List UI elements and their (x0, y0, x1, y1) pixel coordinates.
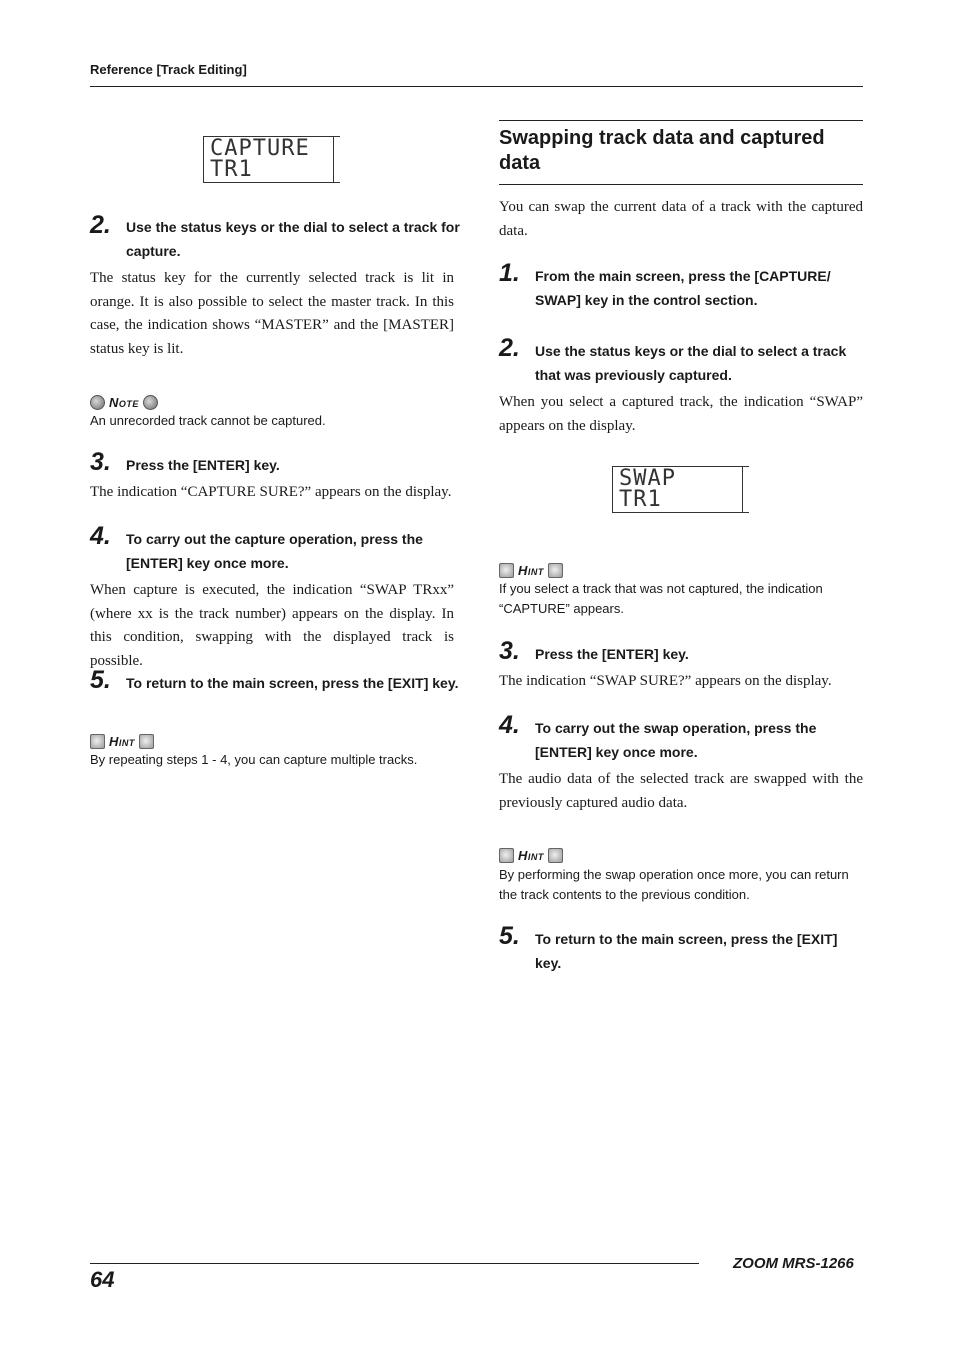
step-instruction: To return to the main screen, press the [EXIT] key. (126, 675, 459, 691)
footer-rule (90, 1263, 699, 1264)
step-instruction: To return to the main screen, press the [EXIT] key. (535, 931, 838, 971)
hint-bullet-icon (139, 734, 154, 749)
lcd-frame-edge (742, 466, 743, 513)
section-rule-bottom (499, 184, 863, 185)
step-number: 3. (90, 448, 111, 476)
step-number: 3. (499, 637, 520, 665)
step-instruction: From the main screen, press the [CAPTURE/ SWAP] key in the control section. (535, 268, 831, 308)
step-instruction: Press the [ENTER] key. (535, 646, 689, 662)
product-name: ZOOM MRS-1266 (733, 1255, 854, 1272)
running-header: Reference [Track Editing] (90, 62, 247, 77)
body-paragraph: When you select a captured track, the indication “SWAP” appears on the display. (499, 394, 863, 434)
hint-tag (499, 561, 563, 579)
note-label: Note (109, 394, 139, 410)
lcd-frame-edge (333, 136, 334, 183)
hint-bullet-icon (499, 848, 514, 863)
hint-text: By repeating steps 1 - 4, you can capture multiple tracks. (90, 752, 418, 767)
hint-text: By performing the swap operation once more, you can return the track contents to the previous condition. (499, 867, 849, 902)
step-instruction: Press the [ENTER] key. (126, 457, 280, 473)
body-paragraph: The status key for the currently selected track is lit in orange. It is also possible to select the master track. In this case, the indication shows “MASTER” and the [MASTER] status key is lit. (90, 270, 454, 357)
note-tag (90, 393, 158, 411)
note-bullet-icon (143, 395, 158, 410)
step-instruction: Use the status keys or the dial to select a track that was previously captured. (535, 343, 847, 383)
step-number: 5. (499, 922, 520, 950)
body-paragraph: The indication “CAPTURE SURE?” appears on the display. (90, 484, 452, 500)
step-instruction: To carry out the swap operation, press the [ENTER] key once more. (535, 720, 817, 760)
step-instruction: Use the status keys or the dial to select a track for capture. (126, 219, 460, 259)
lcd-line-2: TR1 (619, 487, 662, 512)
hint-bullet-icon (499, 563, 514, 578)
page-number: 64 (90, 1267, 115, 1292)
hint-bullet-icon (90, 734, 105, 749)
hint-label: Hint (518, 847, 544, 863)
header-rule (90, 86, 863, 87)
hint-bullet-icon (548, 848, 563, 863)
lcd-line-1: SWAP (619, 466, 676, 491)
hint-tag (90, 732, 154, 750)
lcd-display-capture (203, 136, 340, 183)
step-number: 2. (90, 211, 111, 239)
section-rule-top (499, 120, 863, 121)
body-paragraph: When capture is executed, the indication “SWAP TRxx” (where xx is the track number) appears on the display. In this condition, swapping with the displayed track is possible. (90, 582, 454, 669)
step-number: 1. (499, 259, 520, 287)
step-number: 4. (90, 522, 111, 550)
body-paragraph: The indication “SWAP SURE?” appears on the display. (499, 673, 832, 689)
note-text: An unrecorded track cannot be captured. (90, 413, 326, 428)
hint-bullet-icon (548, 563, 563, 578)
step-number: 4. (499, 711, 520, 739)
step-number: 5. (90, 666, 111, 694)
hint-label: Hint (518, 562, 544, 578)
lcd-line-2: TR1 (210, 157, 253, 182)
hint-text: If you select a track that was not captured, the indication “CAPTURE” appears. (499, 581, 823, 616)
section-title: Swapping track data and captured data (499, 127, 825, 174)
hint-tag (499, 846, 563, 864)
note-bullet-icon (90, 395, 105, 410)
body-paragraph: The audio data of the selected track are swapped with the previously captured audio data. (499, 771, 863, 811)
lcd-line-1: CAPTURE (210, 136, 310, 161)
step-number: 2. (499, 334, 520, 362)
step-instruction: To carry out the capture operation, press the [ENTER] key once more. (126, 531, 423, 571)
hint-label: Hint (109, 733, 135, 749)
section-intro: You can swap the current data of a track with the captured data. (499, 199, 863, 239)
lcd-display-swap (612, 466, 749, 513)
